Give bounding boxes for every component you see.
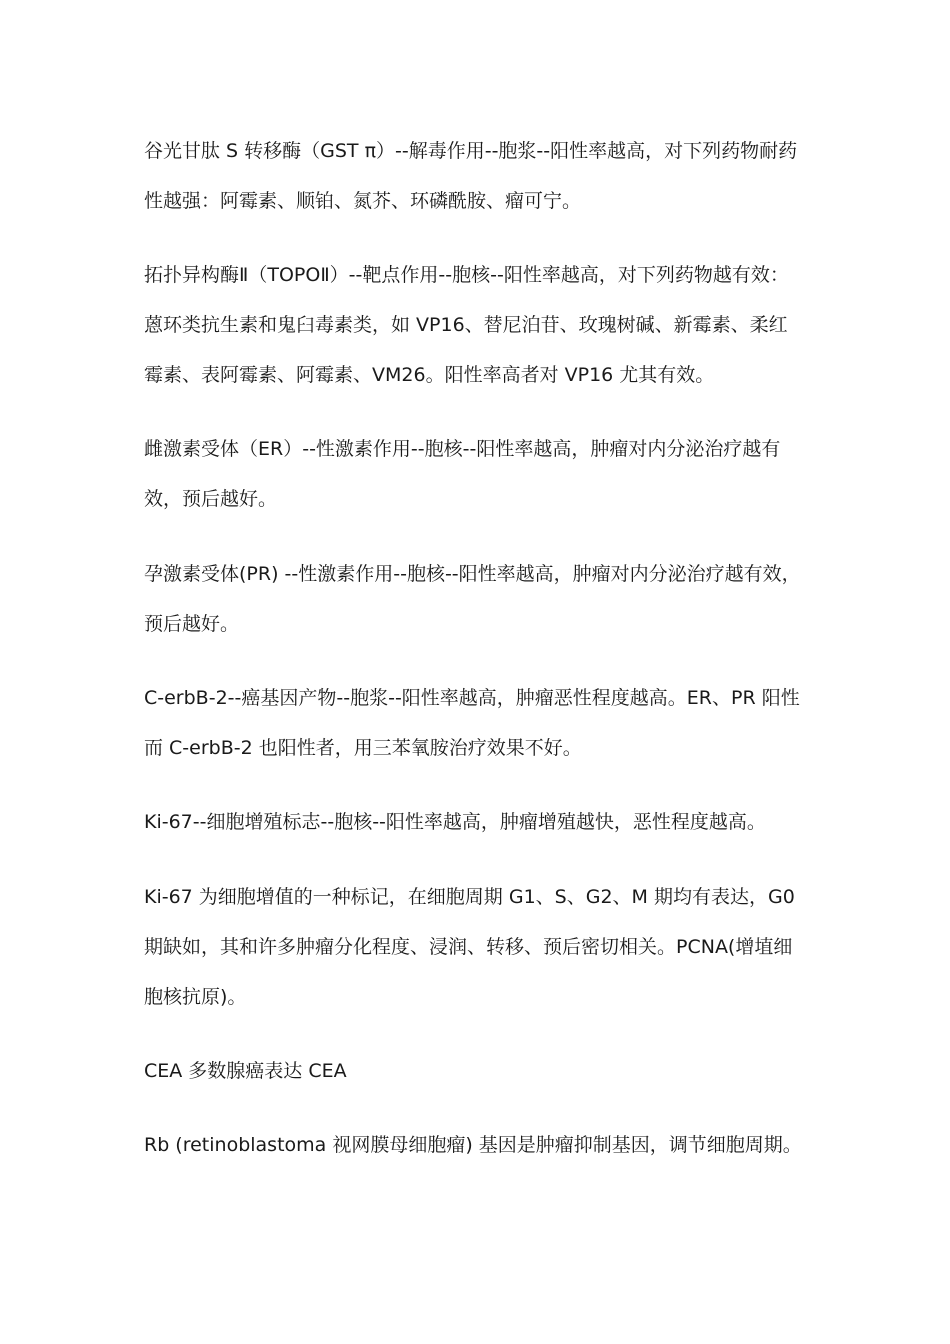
text-line: C-erbB-2--癌基因产物--胞浆--阳性率越高，肿瘤恶性程度越高。ER、PR 阳性	[144, 687, 800, 709]
text-line: Ki-67 为细胞增值的一种标记，在细胞周期 G1、S、G2、M 期均有表达，G0	[144, 886, 795, 908]
text-line: 期缺如，其和许多肿瘤分化程度、浸润、转移、预后密切相关。PCNA(增埴细	[144, 936, 793, 958]
paragraph-topo	[144, 250, 814, 400]
paragraph-cea	[144, 1046, 814, 1096]
paragraph-pr	[144, 549, 814, 649]
text-line: 蒽环类抗生素和鬼臼毒素类，如 VP16、替尼泊苷、玫瑰树碱、新霉素、柔红	[144, 314, 788, 336]
text-line: 效，预后越好。	[144, 488, 278, 510]
text-line: 拓扑异构酶Ⅱ（TOPOⅡ）--靶点作用--胞核--阳性率越高，对下列药物越有效：	[144, 264, 789, 286]
paragraph-cerbb2	[144, 673, 814, 773]
text-line: 而 C-erbB-2 也阳性者，用三苯氧胺治疗效果不好。	[144, 737, 582, 759]
text-line: Rb (retinoblastoma 视网膜母细胞瘤) 基因是肿瘤抑制基因，调节细胞周期。	[144, 1134, 802, 1156]
text-line: Ki-67--细胞增殖标志--胞核--阳性率越高，肿瘤增殖越快，恶性程度越高。	[144, 811, 766, 833]
text-line: 孕激素受体(PR) --性激素作用--胞核--阳性率越高，肿瘤对内分泌治疗越有效，	[144, 563, 801, 585]
paragraph-rb	[144, 1120, 814, 1170]
text-line: 谷光甘肽 S 转移酶（GST π）--解毒作用--胞浆--阳性率越高，对下列药物耐药	[144, 140, 798, 162]
paragraph-gst	[144, 126, 814, 226]
text-line: 性越强：阿霉素、顺铂、氮芥、环磷酰胺、瘤可宁。	[144, 190, 582, 212]
text-line: 雌激素受体（ER）--性激素作用--胞核--阳性率越高，肿瘤对内分泌治疗越有	[144, 438, 781, 460]
text-line: CEA 多数腺癌表达 CEA	[144, 1060, 347, 1082]
paragraph-er	[144, 424, 814, 524]
text-line: 预后越好。	[144, 613, 240, 635]
text-line: 胞核抗原)。	[144, 986, 247, 1008]
paragraph-ki67	[144, 797, 814, 847]
text-line: 霉素、表阿霉素、阿霉素、VM26。阳性率高者对 VP16 尤其有效。	[144, 364, 715, 386]
paragraph-ki67-detail	[144, 872, 814, 1022]
